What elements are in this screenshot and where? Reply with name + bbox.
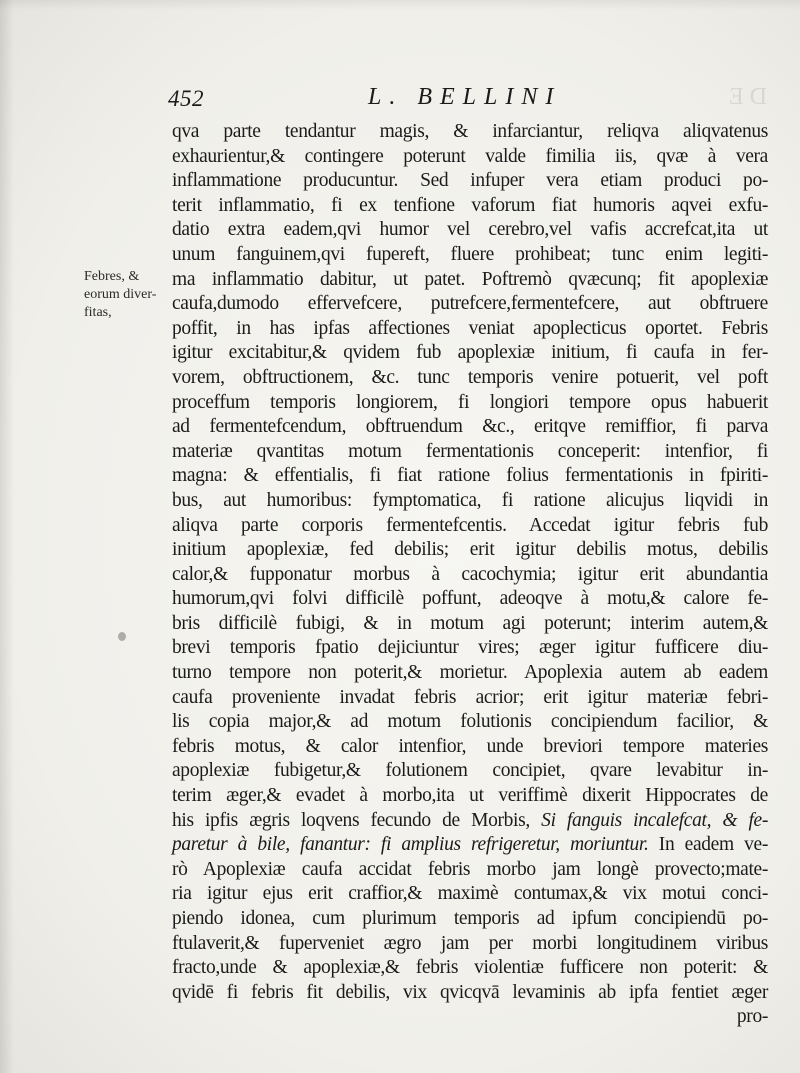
text-line: caufa proveniente invadat febris acrior; erit igitur materiæ febri- <box>172 686 768 708</box>
text-line: ria igitur ejus erit craffior,& maximè contumax,& vix motui conci- <box>172 883 768 905</box>
text-line: caufa,dumodo effervefcere, putrefcere,fermentefcere, aut obftruere <box>172 293 768 315</box>
text-line: inflammatione producuntur. Sed infuper vera etiam produci po- <box>172 170 768 192</box>
show-through-text: DE <box>723 84 767 110</box>
italic-quote-start: Si fanguis incalefcat, & fe- <box>541 809 768 831</box>
text-line: qvidē fi febris fit debilis, vix qvicqvā levaminis ab ipfa fentiet æger <box>172 981 768 1003</box>
text-line: exhaurientur,& contingere poterunt valde fimilia iis, qvæ à vera <box>172 145 768 167</box>
text-line: rò Apoplexiæ caufa accidat febris morbo jam longè provecto;mate- <box>172 858 768 880</box>
text-line: fracto,unde & apoplexiæ,& febris violentiæ fufficere non poterit: & <box>172 957 768 979</box>
text-line: ma inflammatio dabitur, ut patet. Poftremò qvæcunq; fit apoplexiæ <box>172 268 768 290</box>
italic-quote-end: paretur à bile, fanantur: fi amplius refrigeretur, moriuntur. <box>172 834 649 856</box>
text-line: proceffum temporis longiorem, fi longiori tempore opus habuerit <box>172 391 768 413</box>
text-line: calor,& fupponatur morbus à cacochymia; igitur erit abundantia <box>172 563 768 585</box>
text-line: brevi temporis fpatio dejiciuntur vires; æger igitur fufficere diu- <box>172 637 768 659</box>
text-line: ad fermentefcendum, obftruendum &c., eritqve remiffior, fi parva <box>172 416 768 438</box>
text-line-with-quote <box>172 809 768 834</box>
text-line: materiæ qvantitas motum fermentationis conceperit: intenfior, fi <box>172 440 768 462</box>
catchword: pro- <box>736 1006 768 1028</box>
text-line: unum fanguinem,qvi fupereft, fluere prohibeat; tunc enim legiti- <box>172 243 768 265</box>
text-line: terit inflammatio, fi ex tenfione vaforum fiat humoris aqvei exfu- <box>172 194 768 216</box>
text-line: piendo idonea, cum plurimum temporis ad ipfum concipiendū po- <box>172 908 768 929</box>
text-line: qva parte tendantur magis, & infarciantur, reliqva aliqvatenus <box>172 121 768 142</box>
text-line: lis copia major,& ad motum folutionis concipiendum facilior, & <box>172 711 768 733</box>
text-line: bris difficilè fubigi, & in motum agi poterunt; interim autem,& <box>172 612 768 634</box>
marginal-note-line: fitas, <box>84 305 112 320</box>
page-top-shadow <box>0 0 800 10</box>
text-line: magna: & effentialis, fi fiat ratione folius fermentationis in fpiriti- <box>172 465 768 487</box>
text-line: turno tempore non poterit,& morietur. Apoplexia autem ab eadem <box>172 662 768 684</box>
text-line: aliqva parte corporis fermentefcentis. Accedat igitur febris fub <box>172 514 768 536</box>
text-line-start: his ipfis ægris loqvens fecundo de Morbis, <box>172 809 530 831</box>
marginal-note-line: eorum diver- <box>84 287 157 302</box>
text-line-with-quote <box>172 833 768 858</box>
body-text <box>172 120 768 1030</box>
page-edge-shadow <box>0 0 14 1073</box>
text-line: febris motus, & calor intenfior, unde breviori tempore materies <box>172 735 768 757</box>
text-line: ftulaverit,& fuperveniet ægro jam per morbi longitudinem viribus <box>172 932 768 954</box>
page-header <box>168 84 768 118</box>
text-line: datio extra eadem,qvi humor vel cerebro,vel vafis accrefcat,ita ut <box>172 219 768 241</box>
text-line: humorum,qvi folvi difficilè poffunt, adeoqve à motu,& calore fe- <box>172 588 768 610</box>
text-line: apoplexiæ fubigetur,& folutionem concipiet, qvare levabitur in- <box>172 760 768 782</box>
text-line: initium apoplexiæ, fed debilis; erit igitur debilis motus, debilis <box>172 539 768 561</box>
text-line: poffit, in has ipfas affectiones veniat apoplecticus oportet. Febris <box>172 317 768 339</box>
text-line: bus, aut humoribus: fymptomatica, fi ratione alicujus liqvidi in <box>172 489 768 511</box>
page-number: 452 <box>168 86 204 111</box>
marginal-note-line: Febres, & <box>84 269 140 284</box>
paper-speck <box>118 632 126 641</box>
marginal-note <box>84 268 168 322</box>
text-line: igitur excitabitur,& qvidem fub apoplexiæ initium, fi caufa in fer- <box>172 342 768 364</box>
text-line: terim æger,& evadet à morbo,ita ut veriffimè dixerit Hippocrates de <box>172 785 768 807</box>
text-line: vorem, obftructionem, &c. tunc temporis venire potuerit, vel poft <box>172 366 768 388</box>
text-line-end: In eadem ve- <box>648 834 768 856</box>
running-title: L. BELLINI <box>368 84 562 110</box>
